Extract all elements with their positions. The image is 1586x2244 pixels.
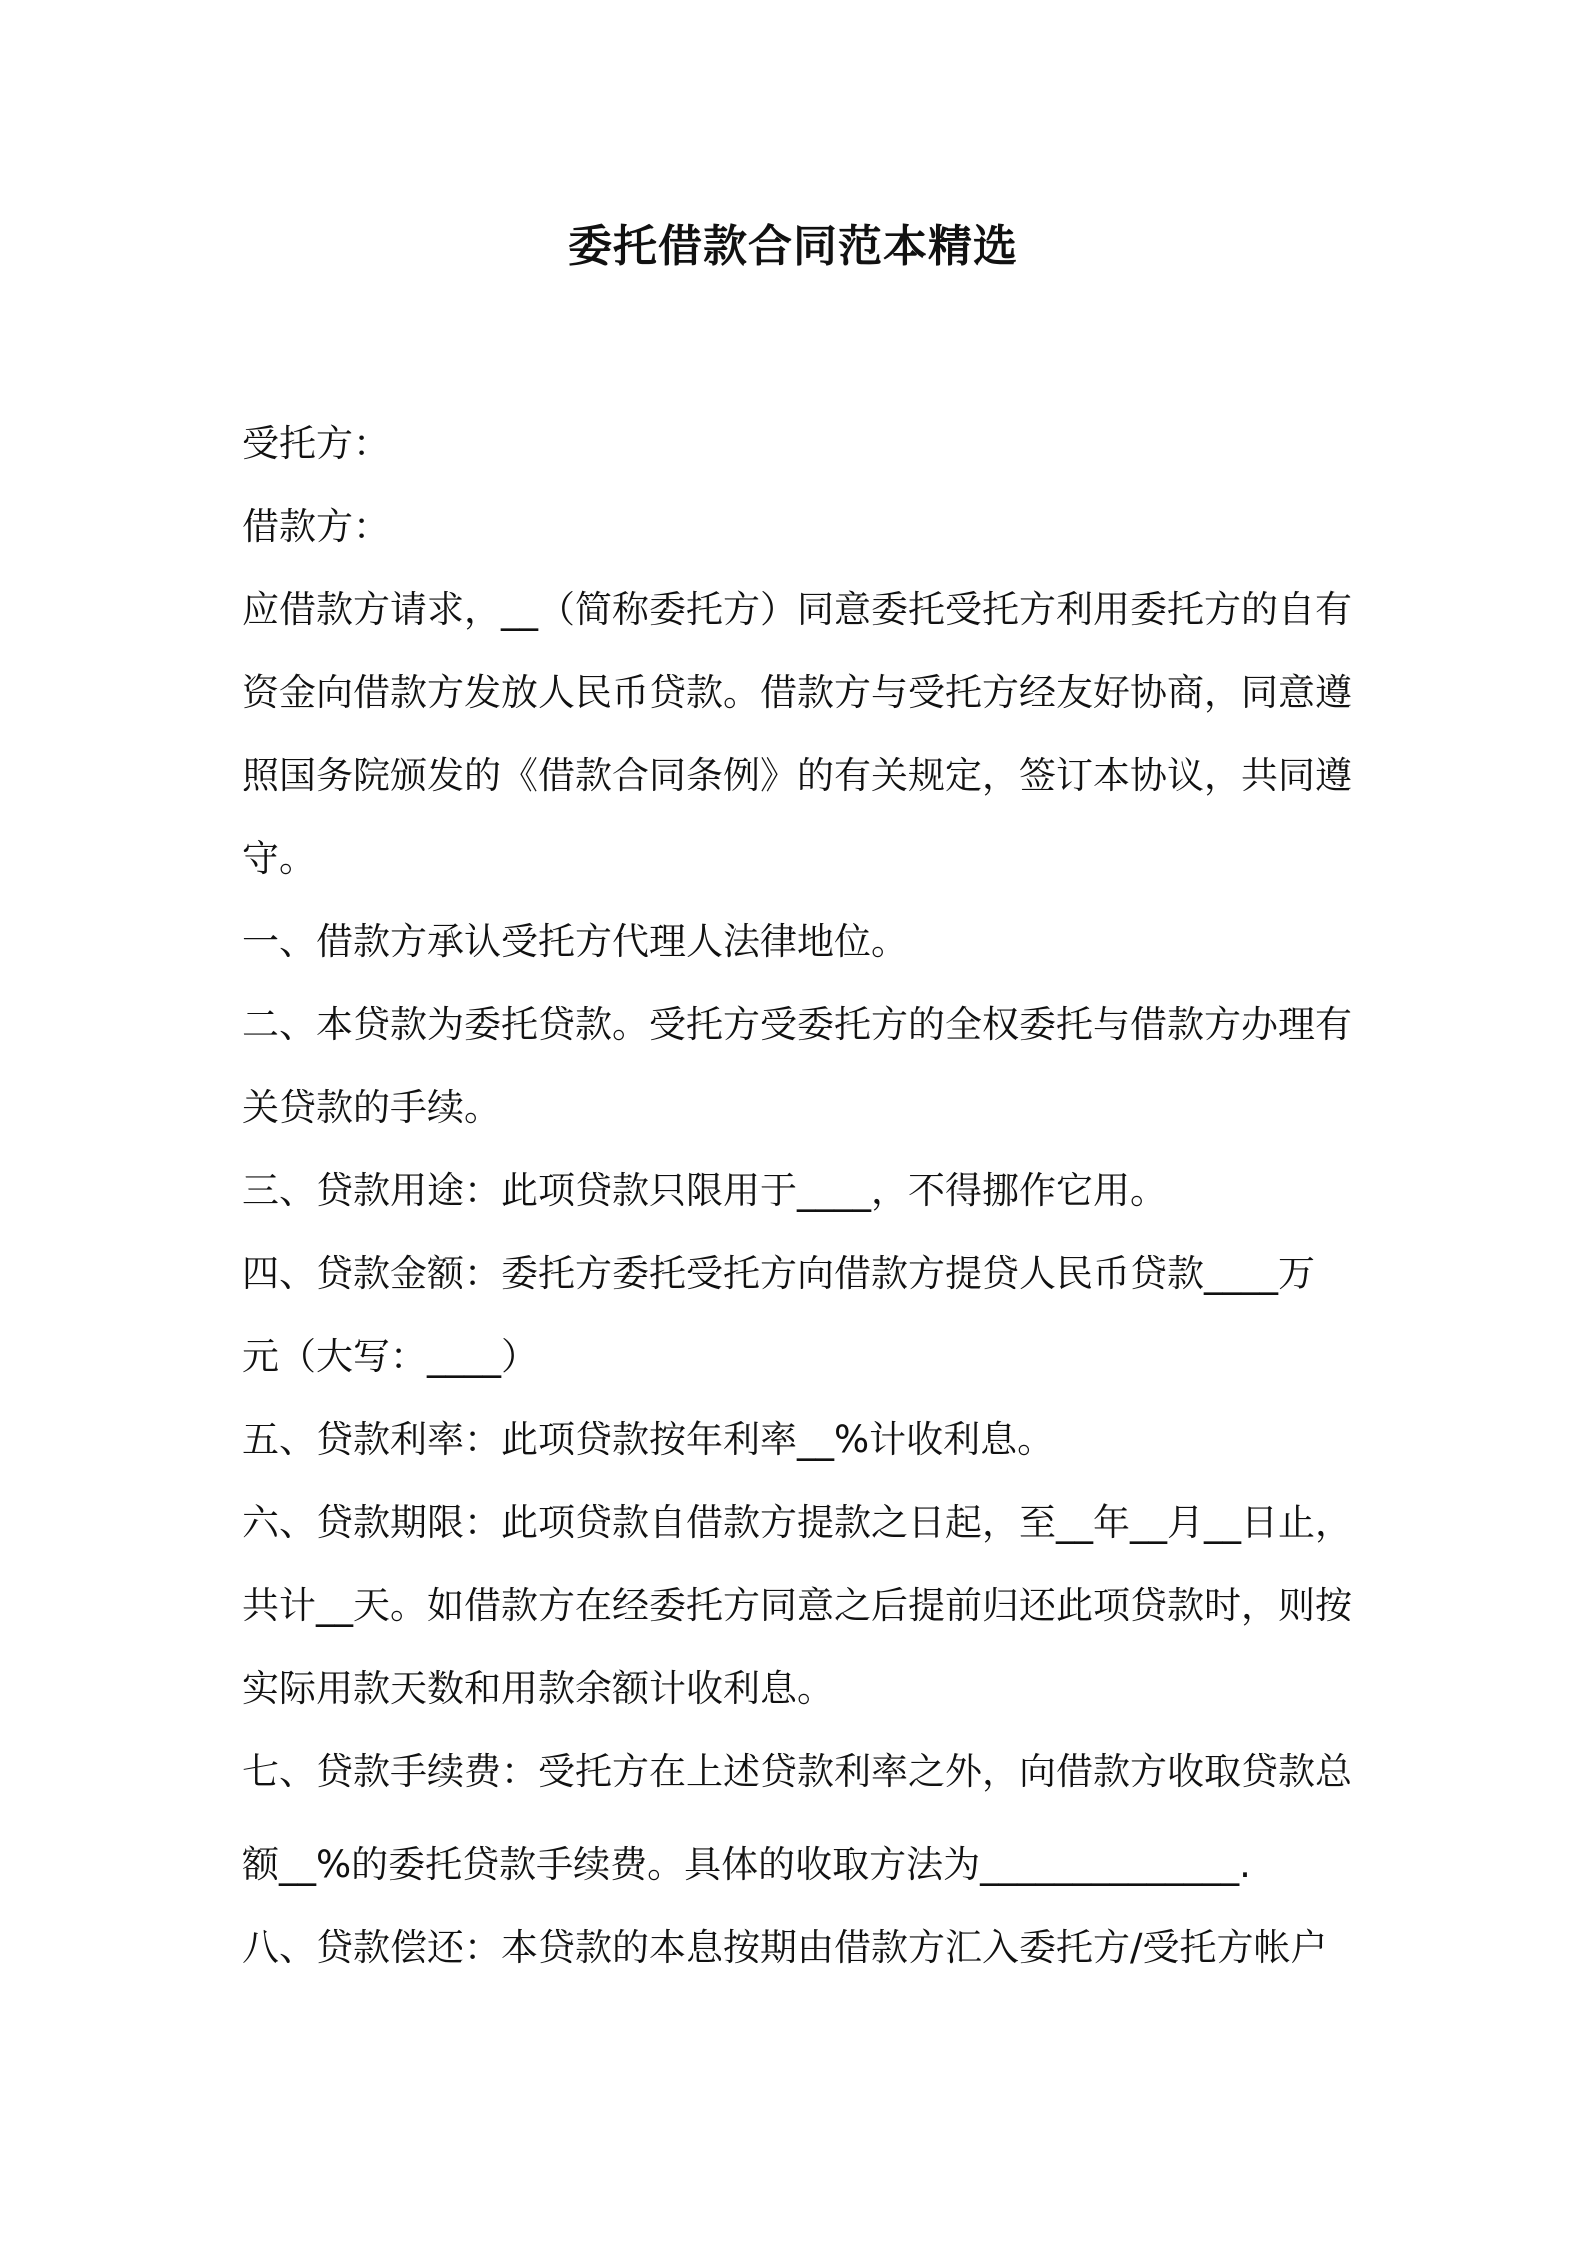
paragraph-line: 照国务院颁发的《借款合同条例》的有关规定，签订本协议，共同遵 (242, 754, 1352, 797)
clause-4-line: 四、贷款金额：委托方委托受托方向借款方提贷人民币贷款____万 (242, 1252, 1315, 1295)
paragraph-line: 应借款方请求，__（简称委托方）同意委托受托方利用委托方的自有 (242, 588, 1352, 631)
clause-2-line: 二、本贷款为委托贷款。受托方受委托方的全权委托与借款方办理有 (242, 1003, 1352, 1046)
paragraph-line-borrower: 借款方： (242, 505, 390, 548)
clause-7-line: 额__%的委托贷款手续费。具体的收取方法为______________. (242, 1843, 1251, 1886)
clause-3-line: 三、贷款用途：此项贷款只限用于____，不得挪作它用。 (242, 1169, 1167, 1212)
clause-8-line: 八、贷款偿还：本贷款的本息按期由借款方汇入委托方/受托方帐户 (242, 1926, 1328, 1969)
clause-2-line: 关贷款的手续。 (242, 1086, 501, 1129)
clause-6-line: 六、贷款期限：此项贷款自借款方提款之日起，至__年__月__日止， (242, 1501, 1352, 1544)
clause-6-line: 实际用款天数和用款余额计收利息。 (242, 1667, 834, 1710)
clause-4-line: 元（大写：____） (242, 1335, 538, 1378)
clause-6-line: 共计__天。如借款方在经委托方同意之后提前归还此项贷款时，则按 (242, 1584, 1352, 1627)
document-body (242, 402, 1360, 1989)
paragraph-line-trustee: 受托方： (242, 422, 390, 465)
paragraph-line: 资金向借款方发放人民币贷款。借款方与受托方经友好协商，同意遵 (242, 671, 1352, 714)
clause-7-line: 七、贷款手续费：受托方在上述贷款利率之外，向借款方收取贷款总 (242, 1750, 1352, 1793)
clause-1-line: 一、借款方承认受托方代理人法律地位。 (242, 920, 908, 963)
document-title: 委托借款合同范本精选 (568, 221, 1018, 272)
clause-5-line: 五、贷款利率：此项贷款按年利率__%计收利息。 (242, 1418, 1055, 1461)
paragraph-line: 守。 (242, 837, 316, 880)
